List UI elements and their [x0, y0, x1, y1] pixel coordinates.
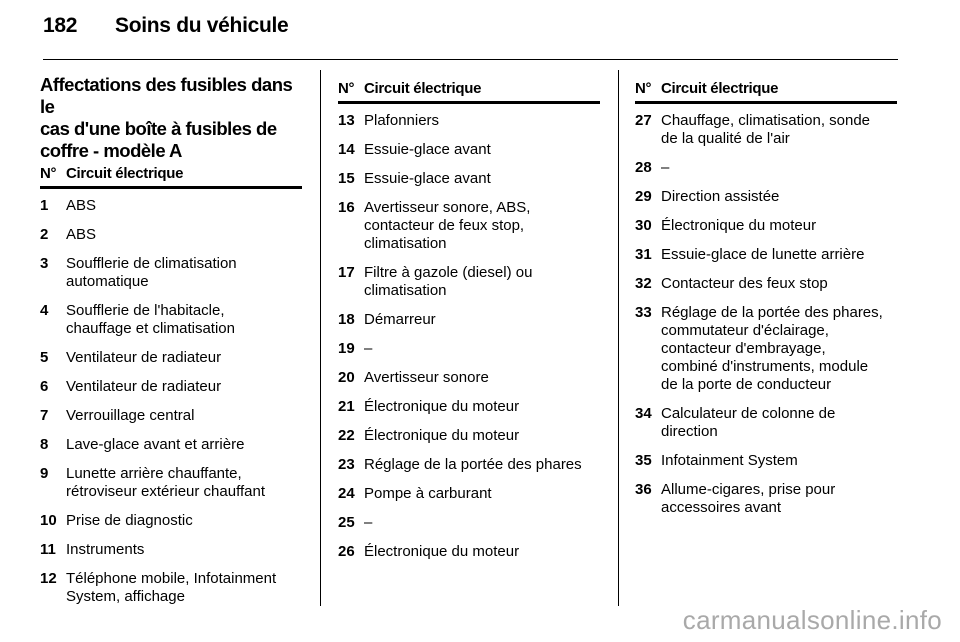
fuse-circuit: Infotainment System	[661, 452, 798, 469]
fuse-circuit	[364, 199, 600, 253]
fuse-row	[338, 264, 600, 300]
fuse-number: 1	[40, 197, 49, 214]
section-title	[40, 74, 302, 162]
fuse-row	[338, 170, 600, 188]
column-1	[40, 74, 302, 617]
fuse-circuit: Contacteur des feux stop	[661, 275, 828, 292]
fuse-row	[635, 159, 897, 177]
column-header-circuit: Circuit électrique	[661, 80, 779, 97]
fuse-number: 2	[40, 226, 49, 243]
fuse-circuit-line: commutateur d'éclairage,	[661, 322, 829, 339]
fuse-list	[40, 197, 302, 606]
fuse-number: 7	[40, 407, 49, 424]
fuse-circuit-line: climatisation	[364, 282, 447, 299]
fuse-row	[40, 197, 302, 215]
fuse-circuit-line: combiné d'instruments, module	[661, 358, 869, 375]
fuse-row	[338, 456, 600, 474]
fuse-circuit-line: automatique	[66, 273, 149, 290]
fuse-circuit: Réglage de la portée des phares	[364, 456, 582, 473]
fuse-circuit-line: Avertisseur sonore, ABS,	[364, 199, 531, 216]
fuse-row	[338, 311, 600, 329]
fuse-circuit: ABS	[66, 226, 97, 243]
fuse-number: 33	[635, 304, 652, 321]
fuse-row	[635, 275, 897, 293]
watermark-text: carmanualsonline.info	[682, 605, 942, 635]
fuse-number: 17	[338, 264, 355, 281]
fuse-circuit-line: de la porte de conducteur	[661, 376, 832, 393]
fuse-circuit	[66, 302, 302, 338]
fuse-row	[40, 570, 302, 606]
page-title: Soins du véhicule	[115, 14, 289, 37]
fuse-number: 8	[40, 436, 49, 453]
fuse-number: 28	[635, 159, 652, 176]
fuse-number: 26	[338, 543, 355, 560]
header-divider	[43, 59, 898, 60]
fuse-number: 11	[40, 541, 56, 558]
fuse-circuit: Lave-glace avant et arrière	[66, 436, 245, 453]
fuse-row	[338, 340, 600, 358]
fuse-circuit: Plafonniers	[364, 112, 440, 129]
fuse-number: 34	[635, 405, 652, 422]
column-header-number: N°	[338, 80, 355, 97]
section-title-line-2: cas d'une boîte à fusibles de	[40, 118, 277, 139]
fuse-row	[40, 407, 302, 425]
fuse-circuit-line: Chauffage, climatisation, sonde	[661, 112, 871, 129]
fuse-circuit-line: Réglage de la portée des phares,	[661, 304, 883, 321]
fuse-row	[338, 141, 600, 159]
fuse-circuit: Essuie-glace avant	[364, 141, 491, 158]
fuse-circuit	[661, 481, 897, 517]
fuse-circuit-line: Allume-cigares, prise pour	[661, 481, 836, 498]
page-number: 182	[43, 14, 78, 37]
fuse-row	[635, 452, 897, 470]
fuse-number: 16	[338, 199, 355, 216]
fuse-circuit	[364, 264, 600, 300]
fuse-circuit: Pompe à carburant	[364, 485, 492, 502]
fuse-number: 14	[338, 141, 355, 158]
fuse-number: 29	[635, 188, 652, 205]
fuse-row	[635, 188, 897, 206]
fuse-circuit-line: Calculateur de colonne de	[661, 405, 836, 422]
fuse-circuit: Ventilateur de radiateur	[66, 378, 222, 395]
fuse-circuit	[661, 405, 897, 441]
fuse-circuit-line: Filtre à gazole (diesel) ou	[364, 264, 533, 281]
fuse-circuit-line: contacteur d'embrayage,	[661, 340, 826, 357]
fuse-number: 31	[635, 246, 652, 263]
fuse-circuit	[66, 570, 302, 606]
fuse-circuit: –	[364, 340, 373, 357]
column-header-number: N°	[40, 165, 57, 182]
fuse-number: 22	[338, 427, 355, 444]
fuse-row	[40, 349, 302, 367]
fuse-circuit: Essuie-glace de lunette arrière	[661, 246, 865, 263]
fuse-circuit-line: chauffage et climatisation	[66, 320, 235, 337]
fuse-number: 10	[40, 512, 57, 529]
fuse-circuit	[66, 465, 302, 501]
fuse-number: 5	[40, 349, 49, 366]
fuse-circuit: Avertisseur sonore	[364, 369, 489, 386]
fuse-row	[338, 369, 600, 387]
fuse-list	[338, 112, 600, 561]
fuse-circuit-line: Soufflerie de climatisation	[66, 255, 237, 272]
fuse-circuit: Électronique du moteur	[364, 427, 520, 444]
fuse-row	[635, 217, 897, 235]
fuse-row	[338, 543, 600, 561]
fuse-row	[338, 398, 600, 416]
fuse-circuit: Prise de diagnostic	[66, 512, 193, 529]
column-divider-2	[618, 70, 619, 606]
page-header	[43, 14, 288, 48]
fuse-circuit: Électronique du moteur	[364, 398, 520, 415]
fuse-row	[338, 199, 600, 253]
fuse-list	[635, 112, 897, 517]
fuse-circuit	[661, 112, 897, 148]
fuse-row	[40, 465, 302, 501]
fuse-row	[338, 514, 600, 532]
fuse-circuit-line: climatisation	[364, 235, 447, 252]
fuse-number: 3	[40, 255, 49, 272]
fuse-number: 21	[338, 398, 355, 415]
fuse-row	[338, 485, 600, 503]
fuse-number: 36	[635, 481, 652, 498]
fuse-row	[40, 436, 302, 454]
fuse-row	[40, 378, 302, 396]
fuse-number: 18	[338, 311, 355, 328]
fuse-number: 24	[338, 485, 355, 502]
fuse-circuit: Verrouillage central	[66, 407, 195, 424]
fuse-circuit-line: Soufflerie de l'habitacle,	[66, 302, 225, 319]
fuse-circuit: Instruments	[66, 541, 145, 558]
fuse-number: 23	[338, 456, 355, 473]
fuse-number: 30	[635, 217, 652, 234]
table-header	[40, 165, 302, 189]
fuse-circuit: ABS	[66, 197, 97, 214]
fuse-circuit-line: accessoires avant	[661, 499, 782, 516]
section-title-line-1: Affectations des fusibles dans le	[40, 74, 293, 117]
column-2	[338, 74, 600, 572]
fuse-row	[40, 541, 302, 559]
fuse-number: 35	[635, 452, 652, 469]
fuse-circuit-line: System, affichage	[66, 588, 185, 605]
column-3	[635, 74, 897, 528]
fuse-circuit: Ventilateur de radiateur	[66, 349, 222, 366]
fuse-row	[40, 226, 302, 244]
section-title-line-3: coffre - modèle A	[40, 140, 182, 161]
column-header-circuit: Circuit électrique	[66, 165, 184, 182]
fuse-circuit-line: direction	[661, 423, 718, 440]
fuse-circuit-line: contacteur de feux stop,	[364, 217, 525, 234]
table-header	[635, 80, 897, 104]
fuse-circuit	[66, 255, 302, 291]
fuse-row	[635, 304, 897, 394]
fuse-circuit: –	[364, 514, 373, 531]
fuse-circuit: –	[661, 159, 670, 176]
fuse-number: 13	[338, 112, 355, 129]
fuse-row	[635, 246, 897, 264]
fuse-number: 9	[40, 465, 49, 482]
fuse-circuit: Direction assistée	[661, 188, 780, 205]
fuse-circuit: Essuie-glace avant	[364, 170, 491, 187]
fuse-row	[40, 255, 302, 291]
fuse-circuit-line: de la qualité de l'air	[661, 130, 790, 147]
fuse-circuit-line: Téléphone mobile, Infotainment	[66, 570, 277, 587]
fuse-number: 12	[40, 570, 57, 587]
fuse-number: 25	[338, 514, 355, 531]
column-header-circuit: Circuit électrique	[364, 80, 482, 97]
column-divider-1	[320, 70, 321, 606]
fuse-number: 20	[338, 369, 355, 386]
fuse-row	[338, 112, 600, 130]
column-header-number: N°	[635, 80, 652, 97]
fuse-circuit	[661, 304, 897, 394]
fuse-circuit: Électronique du moteur	[364, 543, 520, 560]
fuse-row	[635, 481, 897, 517]
fuse-circuit: Électronique du moteur	[661, 217, 817, 234]
fuse-circuit-line: Lunette arrière chauffante,	[66, 465, 242, 482]
fuse-circuit: Démarreur	[364, 311, 436, 328]
fuse-number: 6	[40, 378, 49, 395]
fuse-row	[40, 302, 302, 338]
fuse-number: 15	[338, 170, 355, 187]
fuse-number: 32	[635, 275, 652, 292]
fuse-row	[635, 112, 897, 148]
fuse-number: 27	[635, 112, 652, 129]
fuse-row	[635, 405, 897, 441]
fuse-row	[338, 427, 600, 445]
fuse-number: 4	[40, 302, 49, 319]
fuse-row	[40, 512, 302, 530]
fuse-number: 19	[338, 340, 355, 357]
fuse-circuit-line: rétroviseur extérieur chauffant	[66, 483, 265, 500]
table-header	[338, 80, 600, 104]
